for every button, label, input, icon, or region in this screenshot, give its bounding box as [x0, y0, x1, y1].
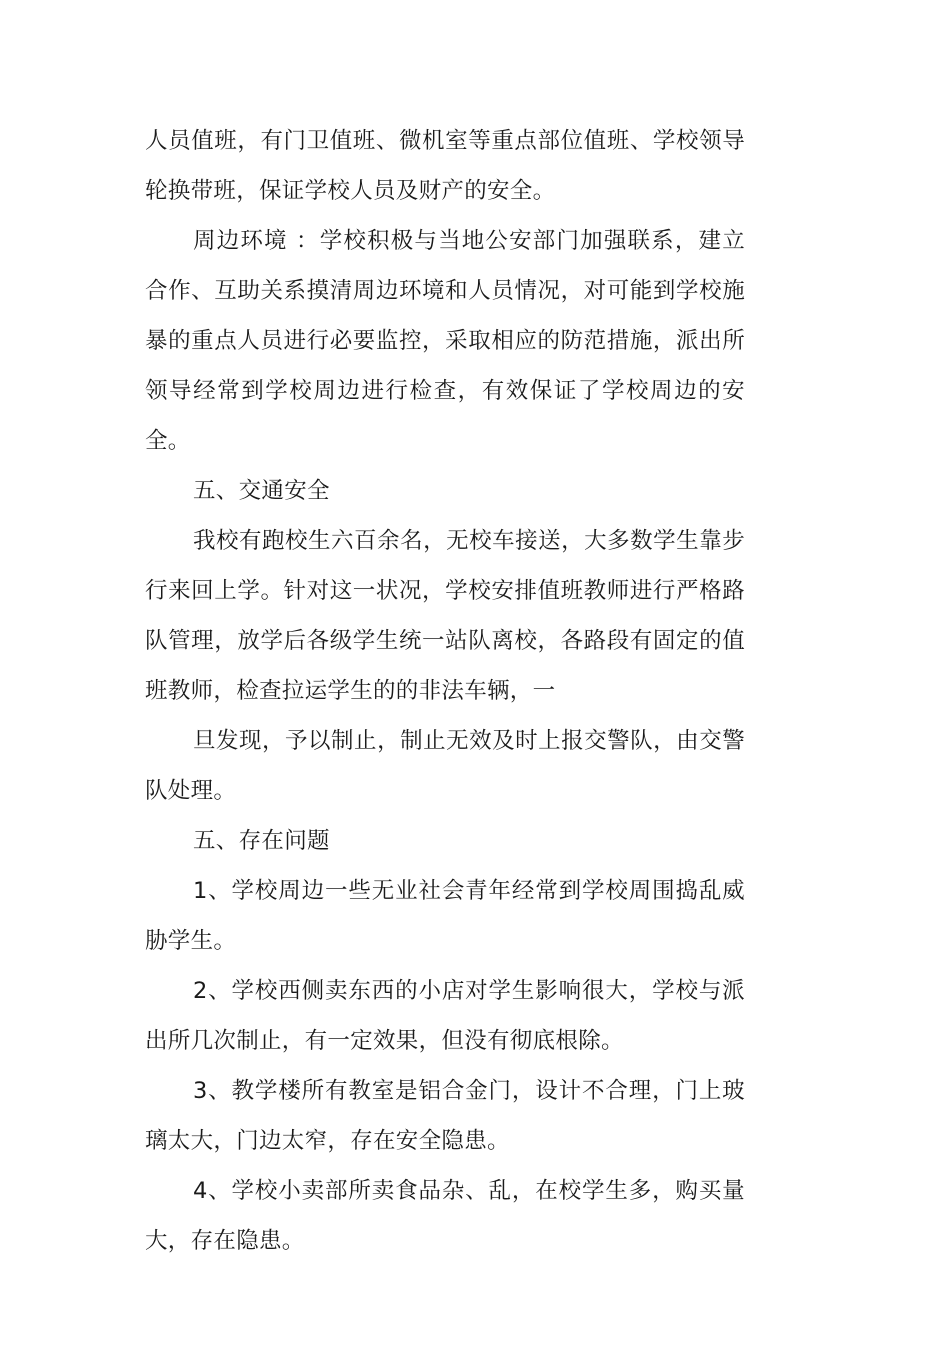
problem-item-3: 3、教学楼所有教室是铝合金门，设计不合理，门上玻璃太大，门边太窄，存在安全隐患。	[145, 1078, 745, 1154]
problem-item-4: 4、学校小卖部所卖食品杂、乱，在校学生多，购买量大，存在隐患。	[145, 1178, 745, 1254]
problem-item-1: 1、学校周边一些无业社会青年经常到学校周围捣乱威胁学生。	[145, 878, 745, 954]
problem-item-2: 2、学校西侧卖东西的小店对学生影响很大，学校与派出所几次制止，有一定效果，但没有彻底根除。	[145, 978, 745, 1054]
document-body	[145, 116, 745, 1266]
heading-existing-problems: 五、存在问题	[193, 828, 330, 854]
paragraph-surroundings: 周边环境 ：学校积极与当地公安部门加强联系，建立合作、互助关系摸清周边环境和人员情况，对可能到学校施暴的重点人员进行必要监控，采取相应的防范措施，派出所领导经常到学校周边进行检查，有效保证了学校周边的安全。	[145, 228, 745, 454]
paragraph-traffic-measures: 我校有跑校生六百余名，无校车接送，大多数学生靠步行来回上学。针对这一状况，学校安排值班教师进行严格路队管理，放学后各级学生统一站队离校，各路段有固定的值班教师，检查拉运学生的的非法车辆，一	[145, 528, 745, 704]
paragraph-staff-duty: 人员值班，有门卫值班、微机室等重点部位值班、学校领导轮换带班，保证学校人员及财产的安全。	[145, 128, 745, 204]
heading-traffic-safety: 五、交通安全	[193, 478, 330, 504]
paragraph-traffic-continuation: 旦发现，予以制止，制止无效及时上报交警队，由交警队处理。	[145, 728, 745, 804]
